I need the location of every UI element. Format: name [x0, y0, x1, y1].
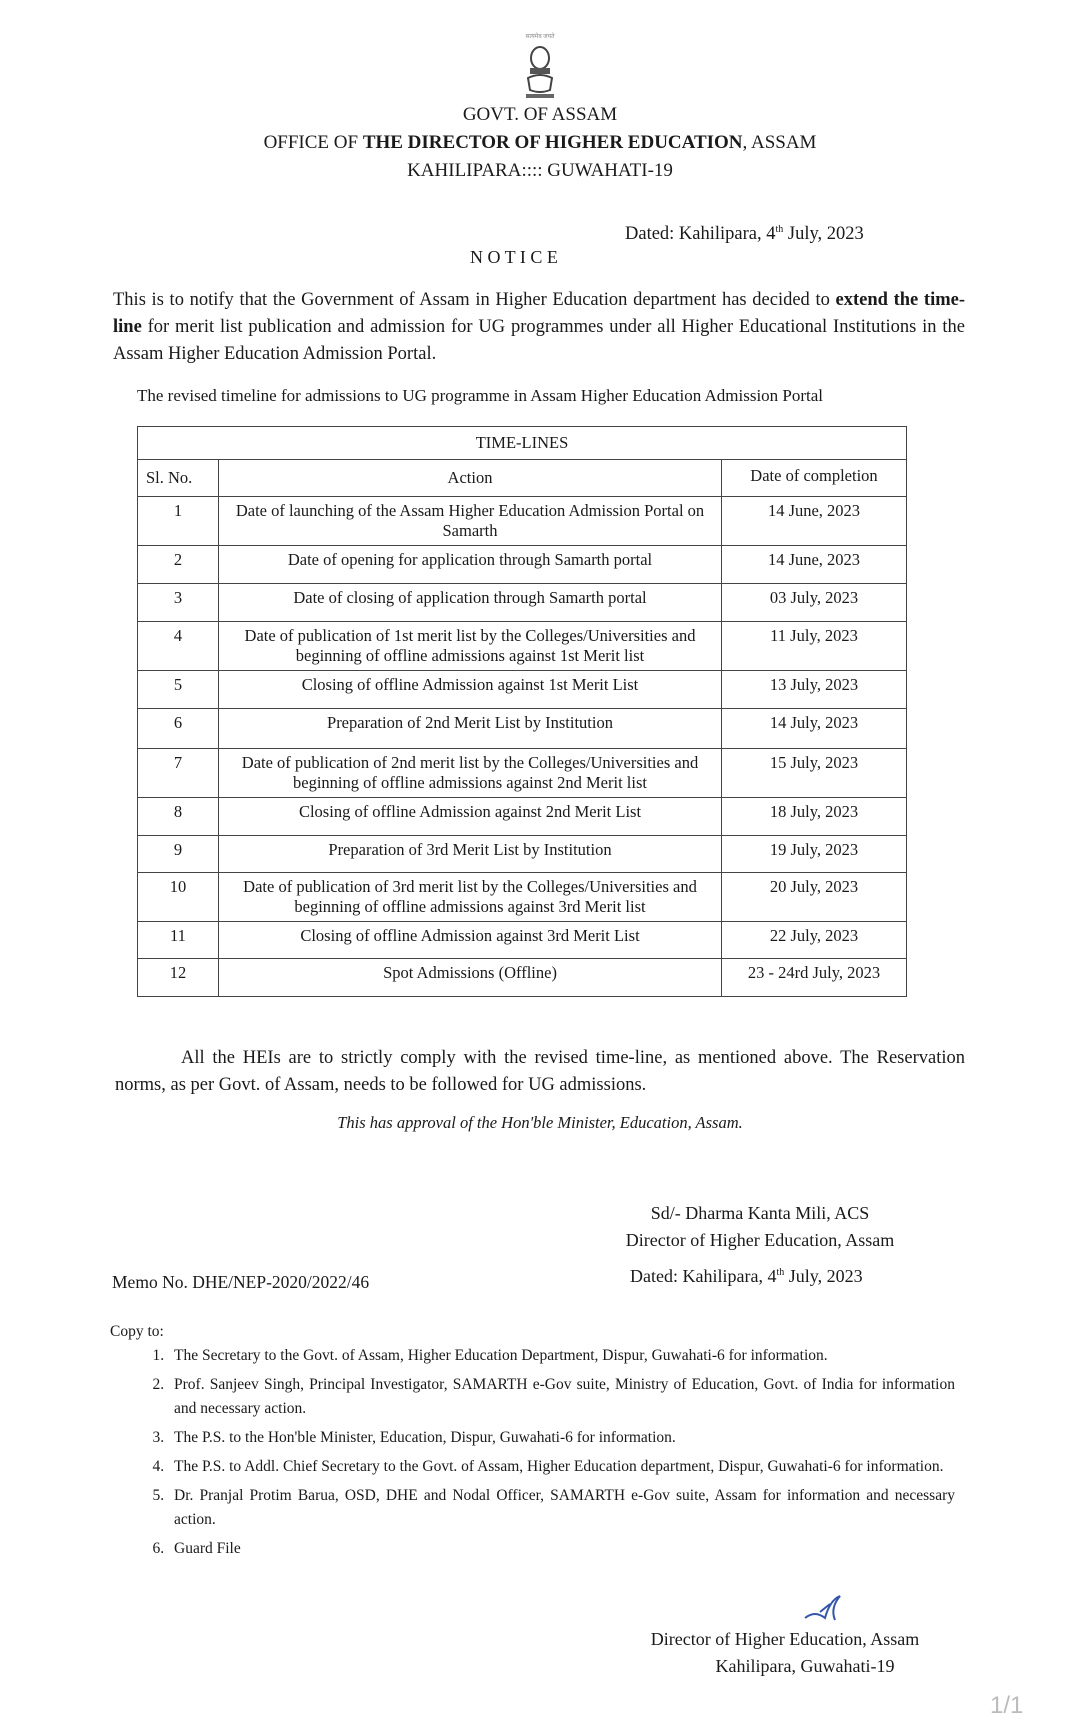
cell-action: Preparation of 2nd Merit List by Institution	[219, 709, 722, 749]
dated-top	[625, 224, 864, 245]
header-office-prefix: OFFICE OF	[263, 132, 363, 153]
intro-paragraph	[113, 287, 965, 368]
table-row	[138, 873, 907, 922]
table-row	[138, 671, 907, 709]
signature-icon	[800, 1590, 850, 1626]
table-row	[138, 584, 907, 622]
memo-number: Memo No. DHE/NEP-2020/2022/46	[112, 1272, 370, 1292]
cell-sl-no: 8	[138, 798, 219, 836]
emblem-motto: सत्यमेव जयते	[525, 34, 555, 40]
table-row	[138, 798, 907, 836]
copy-to-item: 6. Guard File	[168, 1537, 955, 1561]
cell-date: 22 July, 2023	[722, 922, 907, 959]
table-row	[138, 709, 907, 749]
header-address: KAHILIPARA:::: GUWAHATI-19	[407, 160, 673, 181]
copy-to-item: 4. The P.S. to Addl. Chief Secretary to the Govt. of Assam, Higher Education department, Dispur, Guwahati-6 for information.	[168, 1455, 955, 1479]
cell-sl-no: 11	[138, 922, 219, 959]
cell-action: Date of opening for application through Samarth portal	[219, 546, 722, 584]
header-action: Action	[219, 460, 722, 497]
signature-title: Director of Higher Education, Assam	[625, 1230, 895, 1250]
cell-sl-no: 7	[138, 749, 219, 798]
header-sl-no: Sl. No.	[138, 460, 219, 497]
dated-bottom	[630, 1266, 863, 1287]
cell-date: 14 June, 2023	[722, 497, 907, 546]
national-emblem-icon	[518, 44, 562, 106]
compliance-paragraph: All the HEIs are to strictly comply with the revised time-line, as mentioned above. The Reservation norms, as per Govt. of Assam, needs to be followed for UG admissions.	[115, 1048, 965, 1095]
cell-sl-no: 6	[138, 709, 219, 749]
cell-date: 20 July, 2023	[722, 873, 907, 922]
copy-to-item: 2. Prof. Sanjeev Singh, Principal Investigator, SAMARTH e-Gov suite, Ministry of Education, Govt. of India for information and necessary action.	[168, 1373, 955, 1421]
cell-sl-no: 3	[138, 584, 219, 622]
cell-action: Spot Admissions (Offline)	[219, 959, 722, 997]
dated-bottom-sup: th	[776, 1267, 785, 1278]
table-row	[138, 922, 907, 959]
table-row	[138, 959, 907, 997]
copy-to-label: Copy to:	[110, 1323, 164, 1340]
cell-sl-no: 9	[138, 836, 219, 873]
cell-sl-no: 2	[138, 546, 219, 584]
table-title: TIME-LINES	[138, 427, 907, 460]
dated-top-suffix: July, 2023	[783, 224, 864, 245]
signature-name: Sd/- Dharma Kanta Mili, ACS	[650, 1203, 870, 1223]
cell-action: Date of launching of the Assam Higher Education Admission Portal on Samarth	[219, 497, 722, 546]
header-office-bold: THE DIRECTOR OF HIGHER EDUCATION	[362, 132, 743, 153]
cell-sl-no: 12	[138, 959, 219, 997]
table-row	[138, 749, 907, 798]
dated-top-sup: th	[775, 224, 784, 235]
footer-sign-address: Kahilipara, Guwahati-19	[715, 1656, 895, 1676]
dated-top-prefix: Dated: Kahilipara, 4	[625, 224, 776, 245]
copy-to-item: 3. The P.S. to the Hon'ble Minister, Education, Dispur, Guwahati-6 for information.	[168, 1426, 955, 1450]
cell-action: Date of publication of 1st merit list by the Colleges/Universities and beginning of offline admissions against 1st Merit list	[219, 622, 722, 671]
dated-bottom-prefix: Dated: Kahilipara, 4	[630, 1266, 777, 1286]
copy-to-item: 1. The Secretary to the Govt. of Assam, Higher Education Department, Dispur, Guwahati-6 for information.	[168, 1344, 955, 1368]
cell-sl-no: 10	[138, 873, 219, 922]
cell-date: 14 June, 2023	[722, 546, 907, 584]
cell-action: Date of closing of application through Samarth portal	[219, 584, 722, 622]
cell-action: Closing of offline Admission against 3rd Merit List	[219, 922, 722, 959]
cell-action: Date of publication of 2nd merit list by the Colleges/Universities and beginning of offline admissions against 2nd Merit list	[219, 749, 722, 798]
cell-date: 03 July, 2023	[722, 584, 907, 622]
dated-bottom-suffix: July, 2023	[784, 1266, 863, 1286]
header-date: Date of completion	[722, 460, 907, 497]
cell-sl-no: 1	[138, 497, 219, 546]
cell-date: 19 July, 2023	[722, 836, 907, 873]
copy-to-section	[110, 1320, 955, 1566]
table-row	[138, 497, 907, 546]
table-row	[138, 546, 907, 584]
header-office	[0, 132, 1080, 154]
page-indicator: 1/1	[990, 1692, 1024, 1719]
cell-action: Preparation of 3rd Merit List by Institution	[219, 836, 722, 873]
signature-block	[595, 1200, 925, 1254]
cell-date: 18 July, 2023	[722, 798, 907, 836]
table-row	[138, 836, 907, 873]
intro-post: for merit list publication and admission for UG programmes under all Higher Educational Institutions in the Assam Higher Education Admission Portal.	[113, 317, 965, 364]
cell-sl-no: 4	[138, 622, 219, 671]
notice-title: N O T I C E	[470, 247, 558, 267]
cell-date: 23 - 24rd July, 2023	[722, 959, 907, 997]
cell-date: 14 July, 2023	[722, 709, 907, 749]
header-govt: GOVT. OF ASSAM	[462, 104, 618, 125]
table-row	[138, 622, 907, 671]
cell-date: 15 July, 2023	[722, 749, 907, 798]
footer-sign-title: Director of Higher Education, Assam	[650, 1629, 920, 1649]
cell-action: Closing of offline Admission against 2nd Merit List	[219, 798, 722, 836]
header-office-suffix: , ASSAM	[742, 132, 817, 153]
cell-action: Date of publication of 3rd merit list by the Colleges/Universities and beginning of offline admissions against 3rd Merit list	[219, 873, 722, 922]
approval-note: This has approval of the Hon'ble Minister, Education, Assam.	[337, 1113, 743, 1132]
intro-bold: extend the time-line	[113, 290, 965, 337]
cell-sl-no: 5	[138, 671, 219, 709]
intro-pre: This is to notify that the Government of Assam in Higher Education department has decided to	[113, 290, 836, 310]
copy-to-item: 5. Dr. Pranjal Protim Barua, OSD, DHE and Nodal Officer, SAMARTH e-Gov suite, Assam for information and necessary action.	[168, 1484, 955, 1532]
footer-signature	[615, 1626, 955, 1680]
cell-date: 13 July, 2023	[722, 671, 907, 709]
timeline-table	[137, 426, 907, 997]
cell-action: Closing of offline Admission against 1st Merit List	[219, 671, 722, 709]
cell-date: 11 July, 2023	[722, 622, 907, 671]
table-caption: The revised timeline for admissions to UG programme in Assam Higher Education Admission Portal	[137, 386, 824, 405]
